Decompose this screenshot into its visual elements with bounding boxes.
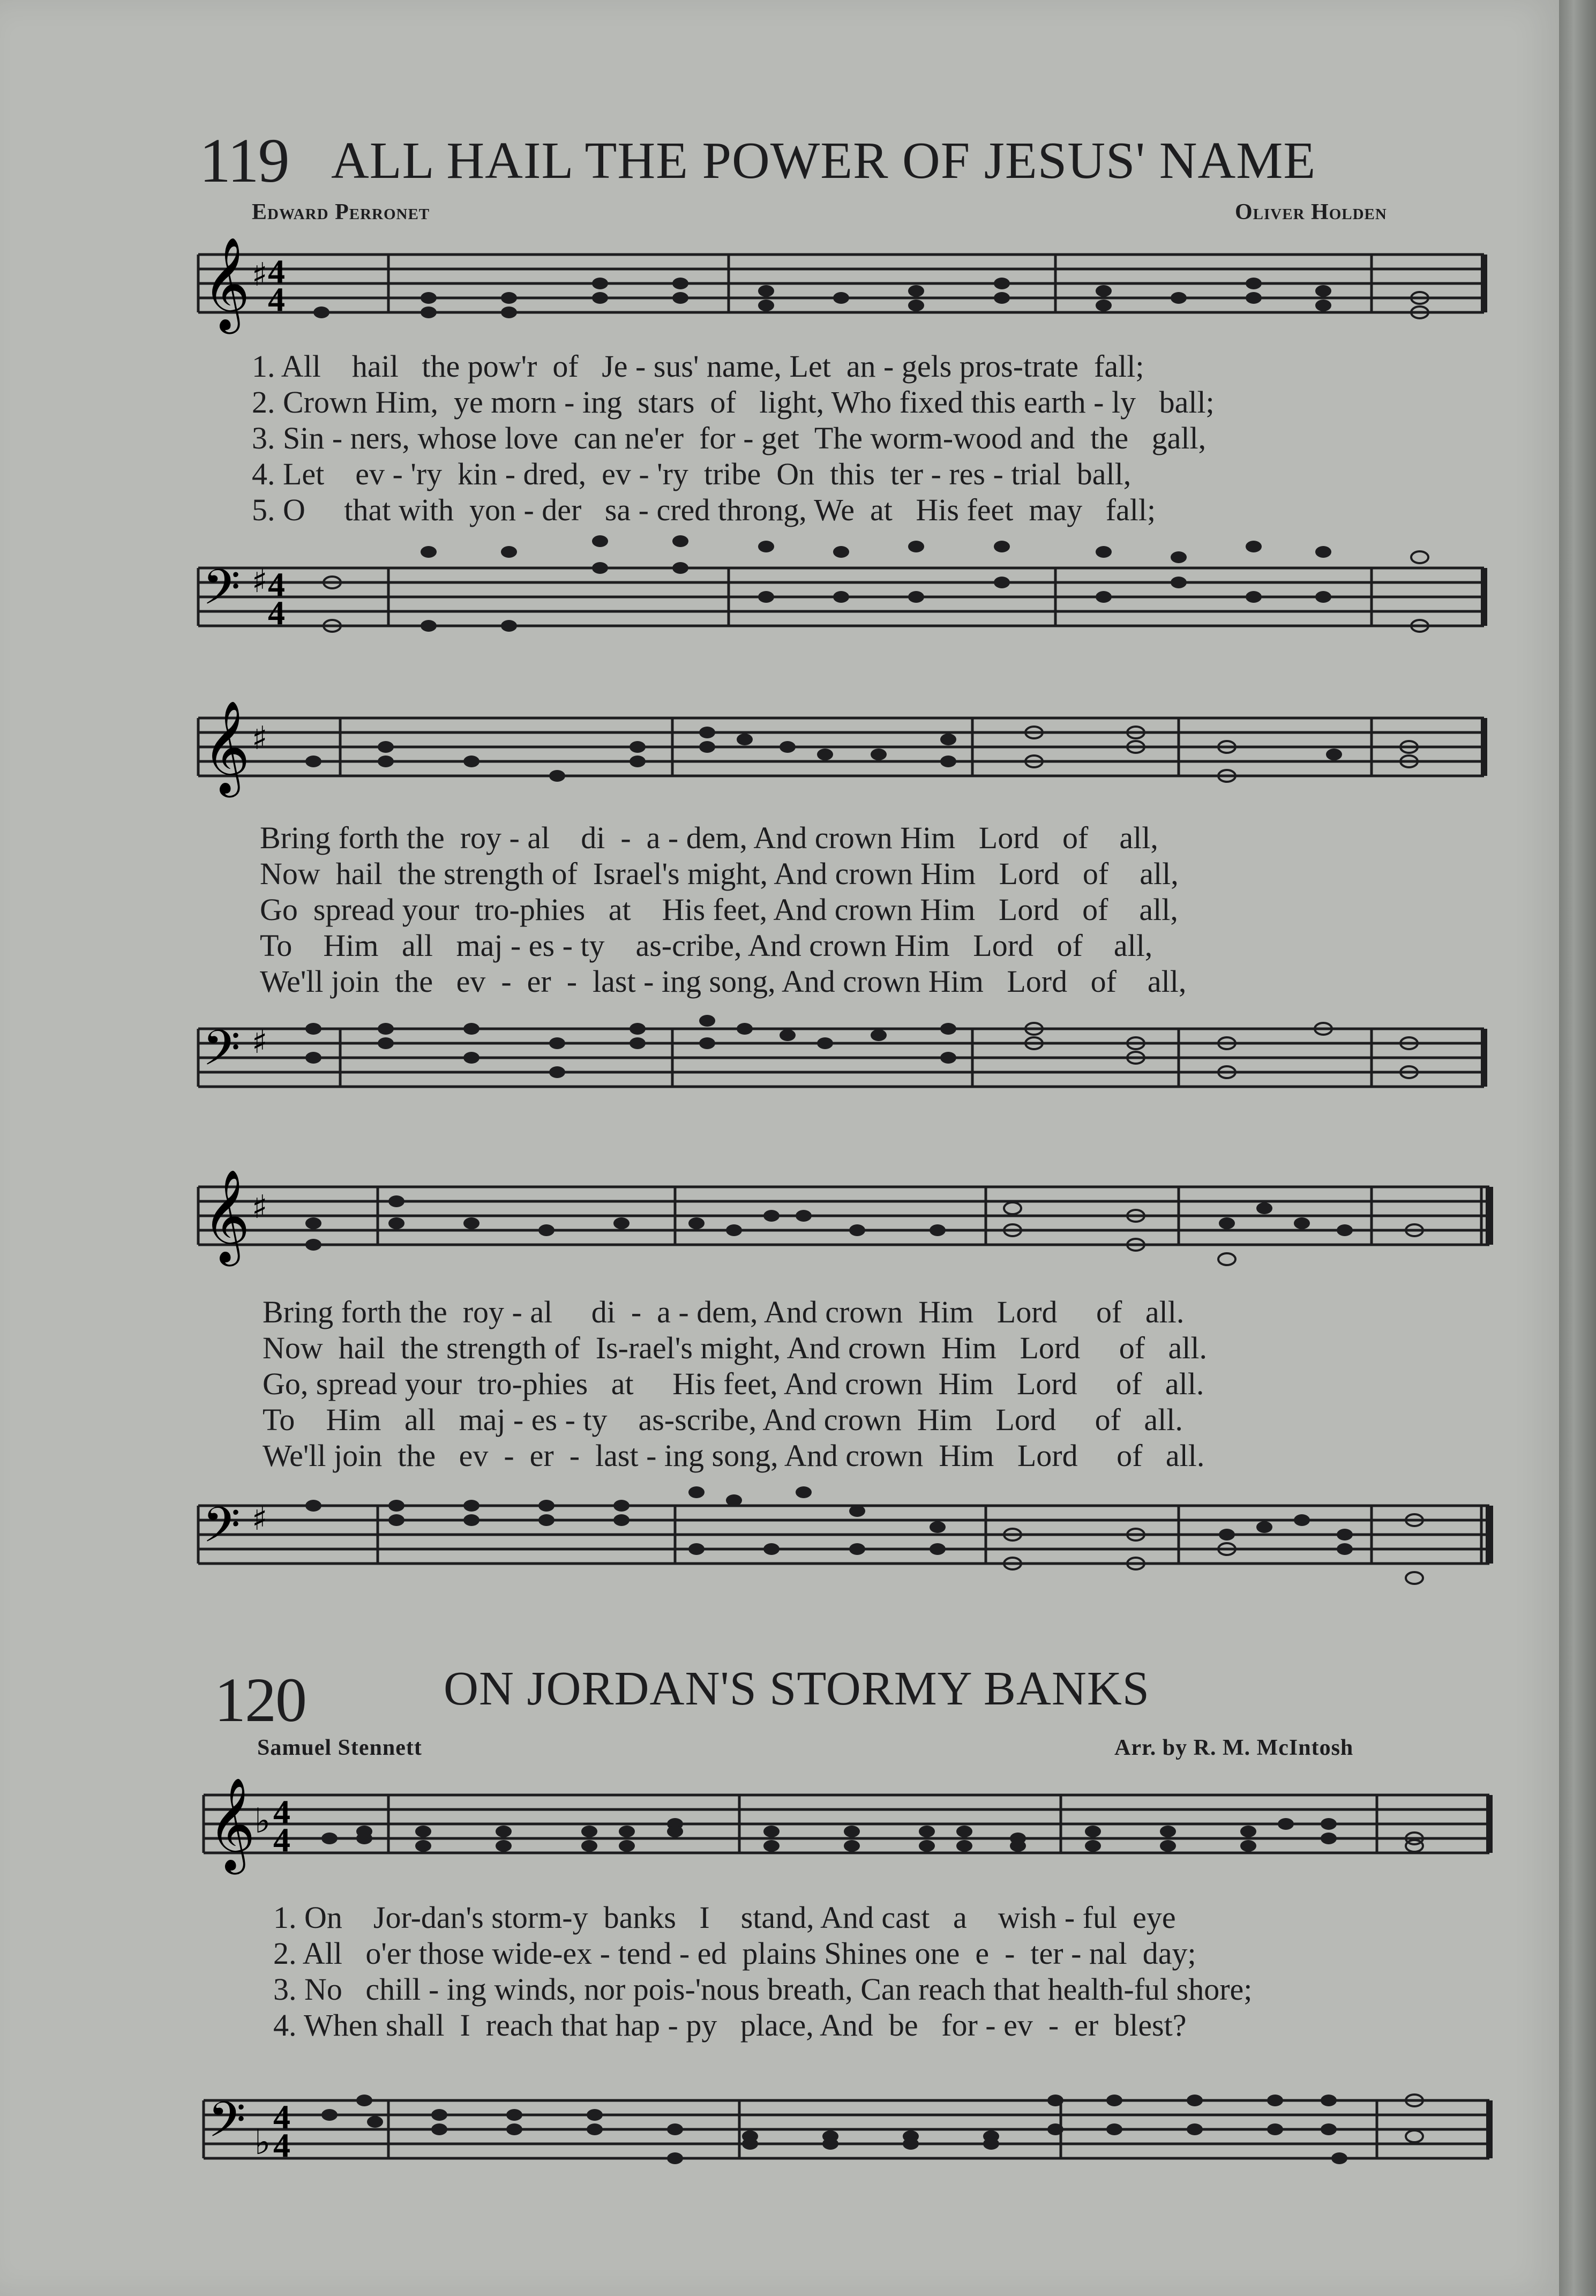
lyrics-system-1	[252, 348, 1215, 528]
refrain-line: Bring forth the roy - al di - a - dem, And crown Him Lord of all,	[260, 820, 1158, 855]
svg-text:𝄢: 𝄢	[203, 1497, 241, 1565]
svg-text:𝄞: 𝄞	[203, 1169, 250, 1262]
refrain-line: We'll join the ev - er - last - ing song, And crown Him Lord of all.	[263, 1438, 1205, 1473]
treble-staff-hymn-120	[204, 1777, 1495, 1891]
bass-staff-system-1	[198, 536, 1489, 670]
svg-text:4: 4	[273, 2098, 290, 2136]
composer-credit: Oliver Holden	[1235, 200, 1387, 225]
refrain-line: Now hail the strength of Israel's might, And crown Him Lord of all,	[260, 856, 1179, 891]
refrain-line: Now hail the strength of Is-rael's might, And crown Him Lord of all.	[263, 1330, 1208, 1365]
svg-text:4: 4	[268, 252, 285, 290]
hymn-number: 120	[214, 1665, 306, 1735]
svg-text:♯: ♯	[252, 1500, 268, 1538]
svg-text:4: 4	[273, 1793, 290, 1831]
svg-text:𝄞: 𝄞	[203, 700, 250, 794]
svg-text:♯: ♯	[252, 256, 268, 294]
verse-line: 1. On Jor-dan's storm-y banks I stand, And cast a wish - ful eye	[273, 1900, 1176, 1935]
svg-text:♯: ♯	[252, 1188, 268, 1226]
refrain-line: To Him all maj - es - ty as-scribe, And crown Him Lord of all.	[263, 1402, 1183, 1437]
lyricist-credit: Edward Perronet	[252, 200, 430, 225]
verse-line: 4. Let ev - 'ry kin - dred, ev - 'ry tribe On this ter - res - trial ball,	[252, 457, 1132, 491]
svg-text:♯: ♯	[252, 1023, 268, 1061]
svg-text:4: 4	[273, 2126, 290, 2164]
composer-credit: Arr. by R. M. McIntosh	[1114, 1736, 1354, 1760]
treble-staff-system-2	[198, 700, 1489, 814]
svg-text:𝄞: 𝄞	[203, 237, 250, 330]
svg-text:𝄢: 𝄢	[203, 559, 241, 627]
svg-text:𝄢: 𝄢	[203, 1020, 241, 1088]
verse-line: 1. All hail the pow'r of Je - sus' name, Let an - gels pros-trate fall;	[252, 349, 1144, 384]
verse-line: 4. When shall I reach that hap - py place, And be for - ev - er blest?	[273, 2008, 1187, 2043]
hymn-title: ALL HAIL THE POWER OF JESUS' NAME	[331, 132, 1316, 190]
svg-text:4: 4	[268, 594, 285, 632]
refrain-line: Go, spread your tro-phies at His feet, And crown Him Lord of all.	[263, 1366, 1204, 1401]
refrain-line: To Him all maj - es - ty as-cribe, And crown Him Lord of all,	[260, 928, 1153, 963]
hymn-number: 119	[199, 125, 289, 196]
lyricist-credit: Samuel Stennett	[257, 1736, 422, 1760]
verse-line: 2. All o'er those wide-ex - tend - ed plains Shines one e - ter - nal day;	[273, 1936, 1196, 1971]
bass-staff-hymn-120	[204, 2068, 1495, 2208]
lyrics-system-2	[260, 820, 1186, 999]
svg-text:4: 4	[273, 1821, 290, 1859]
svg-text:𝄢: 𝄢	[208, 2091, 246, 2160]
treble-staff-system-3	[198, 1169, 1495, 1283]
page-edge	[1559, 0, 1596, 2296]
svg-text:𝄞: 𝄞	[208, 1777, 256, 1871]
svg-text:♯: ♯	[252, 720, 268, 757]
verse-line: 3. No chill - ing winds, nor pois-'nous breath, Can reach that health-ful shore;	[273, 1972, 1253, 2007]
svg-text:♭: ♭	[254, 2123, 271, 2163]
refrain-line: Bring forth the roy - al di - a - dem, And crown Him Lord of all.	[263, 1295, 1185, 1329]
hymn-title: ON JORDAN'S STORMY BANKS	[444, 1662, 1150, 1715]
bass-staff-system-3	[198, 1479, 1495, 1613]
lyrics-system-3	[263, 1294, 1207, 1474]
svg-text:4: 4	[268, 280, 285, 318]
svg-text:♯: ♯	[252, 563, 268, 600]
verse-line: 3. Sin - ners, whose love can ne'er for - get The worm-wood and the gall,	[252, 421, 1207, 455]
refrain-line: We'll join the ev - er - last - ing song, And crown Him Lord of all,	[260, 964, 1187, 999]
svg-text:♭: ♭	[254, 1801, 271, 1841]
verse-line: 5. O that with yon - der sa - cred throng, We at His feet may fall;	[252, 492, 1156, 527]
verse-line: 2. Crown Him, ye morn - ing stars of light, Who fixed this earth - ly ball;	[252, 385, 1215, 420]
lyrics-hymn-120	[273, 1899, 1252, 2043]
bass-staff-system-2	[198, 1007, 1489, 1131]
refrain-line: Go spread your tro-phies at His feet, And crown Him Lord of all,	[260, 892, 1178, 927]
svg-text:4: 4	[268, 565, 285, 603]
